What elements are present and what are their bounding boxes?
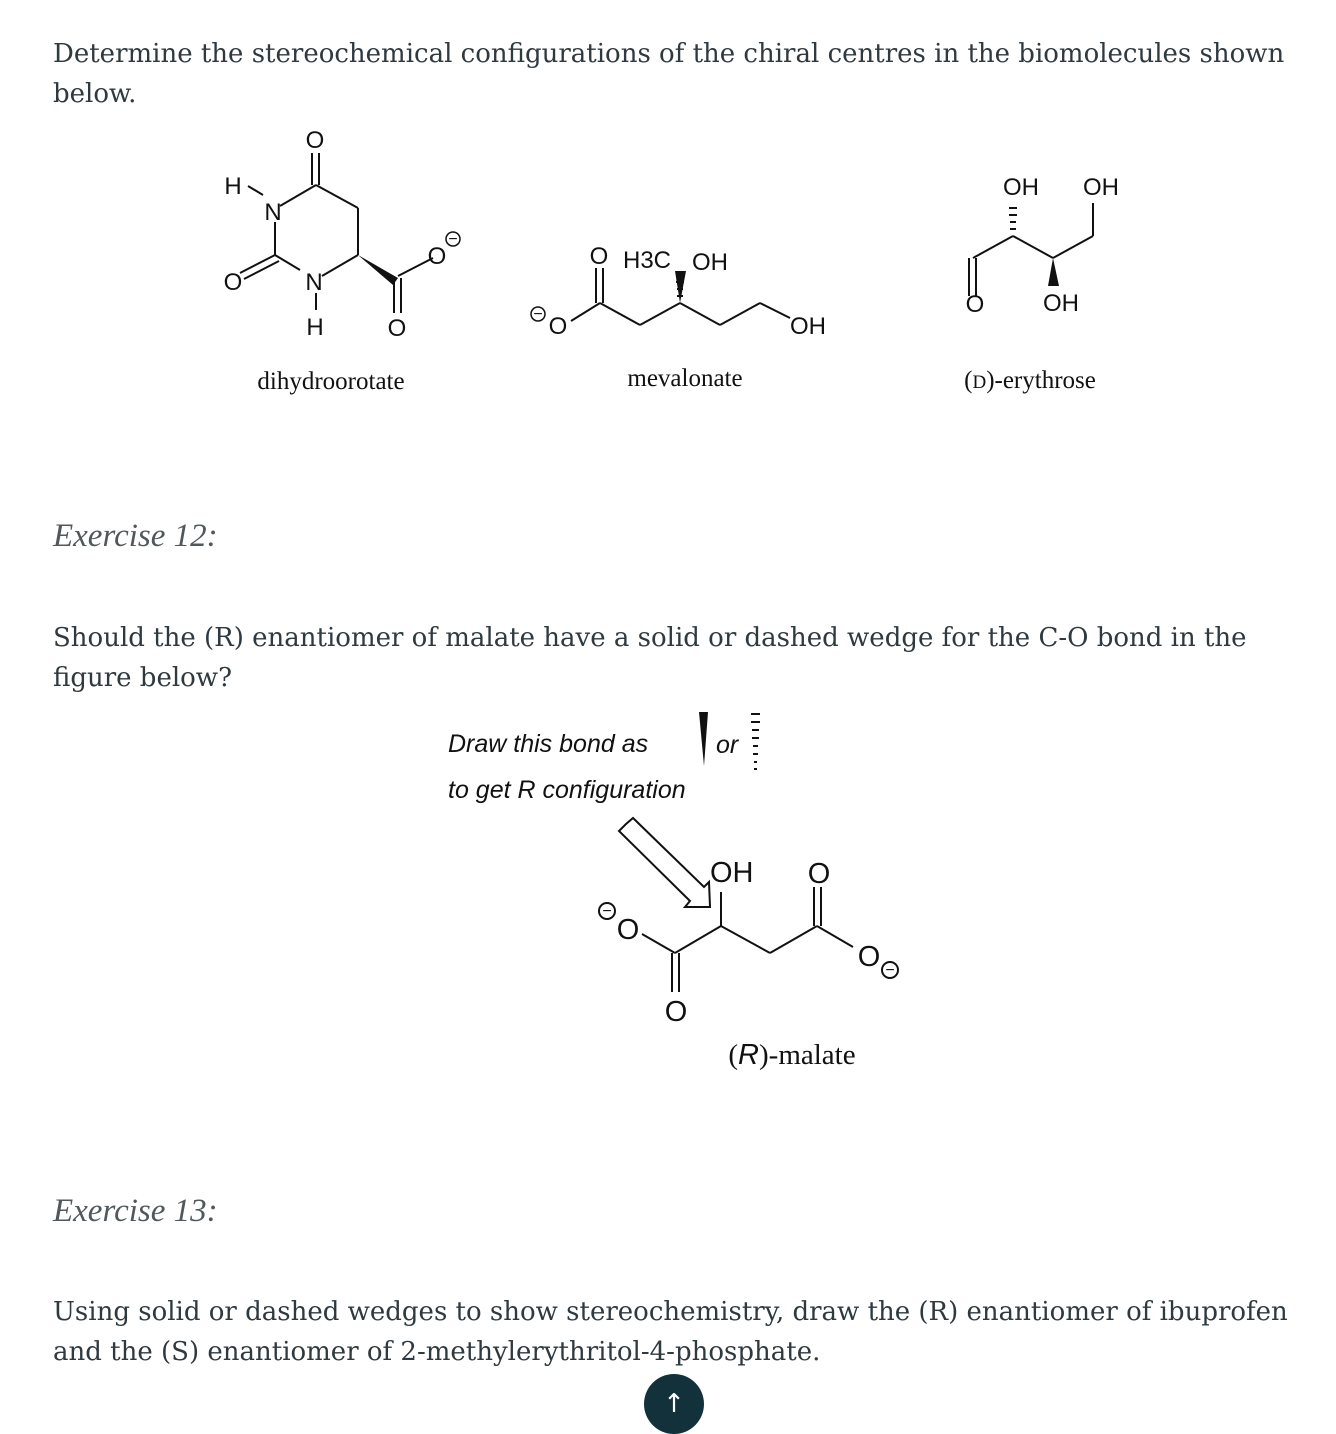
exercise-12-question: Should the (R) enantiomer of malate have a solid or dashed wedge for the C-O bond in the figure below? (53, 623, 1247, 693)
instruction-line-1: Draw this bond as (448, 730, 649, 758)
atom-label: OH (692, 249, 728, 276)
atom-label: O (305, 127, 325, 154)
scroll-to-top-button[interactable] (644, 1374, 704, 1434)
molecule-name: mevalonate (627, 365, 743, 392)
charge-label: − (448, 231, 458, 248)
malate-caption: (R)-malate (728, 1039, 856, 1071)
atom-label: O (965, 291, 985, 318)
atom-label: O (387, 315, 407, 342)
molecule-name: (D)-erythrose (964, 367, 1096, 394)
atom-label: O (589, 243, 609, 270)
atom-label: H (306, 314, 324, 341)
atom-label: H (224, 173, 242, 200)
exercise-13-heading: Exercise 13: (53, 1193, 218, 1229)
exercise-12-heading: Exercise 12: (53, 518, 218, 554)
instruction-line-2: to get R configuration (448, 776, 686, 804)
atom-label: O (616, 914, 640, 946)
or-label: or (716, 731, 739, 759)
atom-label: O (548, 313, 568, 340)
molecule-name: dihydroorotate (257, 368, 405, 395)
charge-label: − (885, 962, 895, 979)
atom-label: N (305, 269, 323, 296)
atom-label: OH (1083, 174, 1119, 201)
atom-label: OH (710, 857, 754, 889)
atom-label: N (264, 199, 282, 226)
malate-figure (420, 700, 940, 1080)
atom-label: OH (790, 313, 826, 340)
atom-label: O (857, 941, 881, 973)
solid-wedge-icon (699, 712, 708, 766)
dashed-wedge-icon (751, 714, 760, 769)
atom-label: O (664, 996, 688, 1028)
atom-label: O (807, 858, 831, 890)
hollow-arrow-icon (619, 818, 710, 907)
biomolecules-figure (180, 118, 1180, 408)
intro-text: Determine the stereochemical configurations of the chiral centres in the biomolecules shown below. (53, 39, 1285, 109)
atom-label: O (223, 269, 243, 296)
charge-label: − (602, 903, 612, 920)
charge-label: − (533, 306, 543, 323)
exercise-13-question: Using solid or dashed wedges to show stereochemistry, draw the (R) enantiomer of ibuprofen and the (S) enantiomer of 2-methylerythritol-4-phosphate. (53, 1297, 1288, 1367)
atom-label: OH (1043, 290, 1079, 317)
arrow-up-icon: ↑ (663, 1389, 685, 1419)
atom-label: O (427, 243, 447, 270)
atom-label: H3C (623, 247, 672, 274)
atom-label: OH (1003, 174, 1039, 201)
